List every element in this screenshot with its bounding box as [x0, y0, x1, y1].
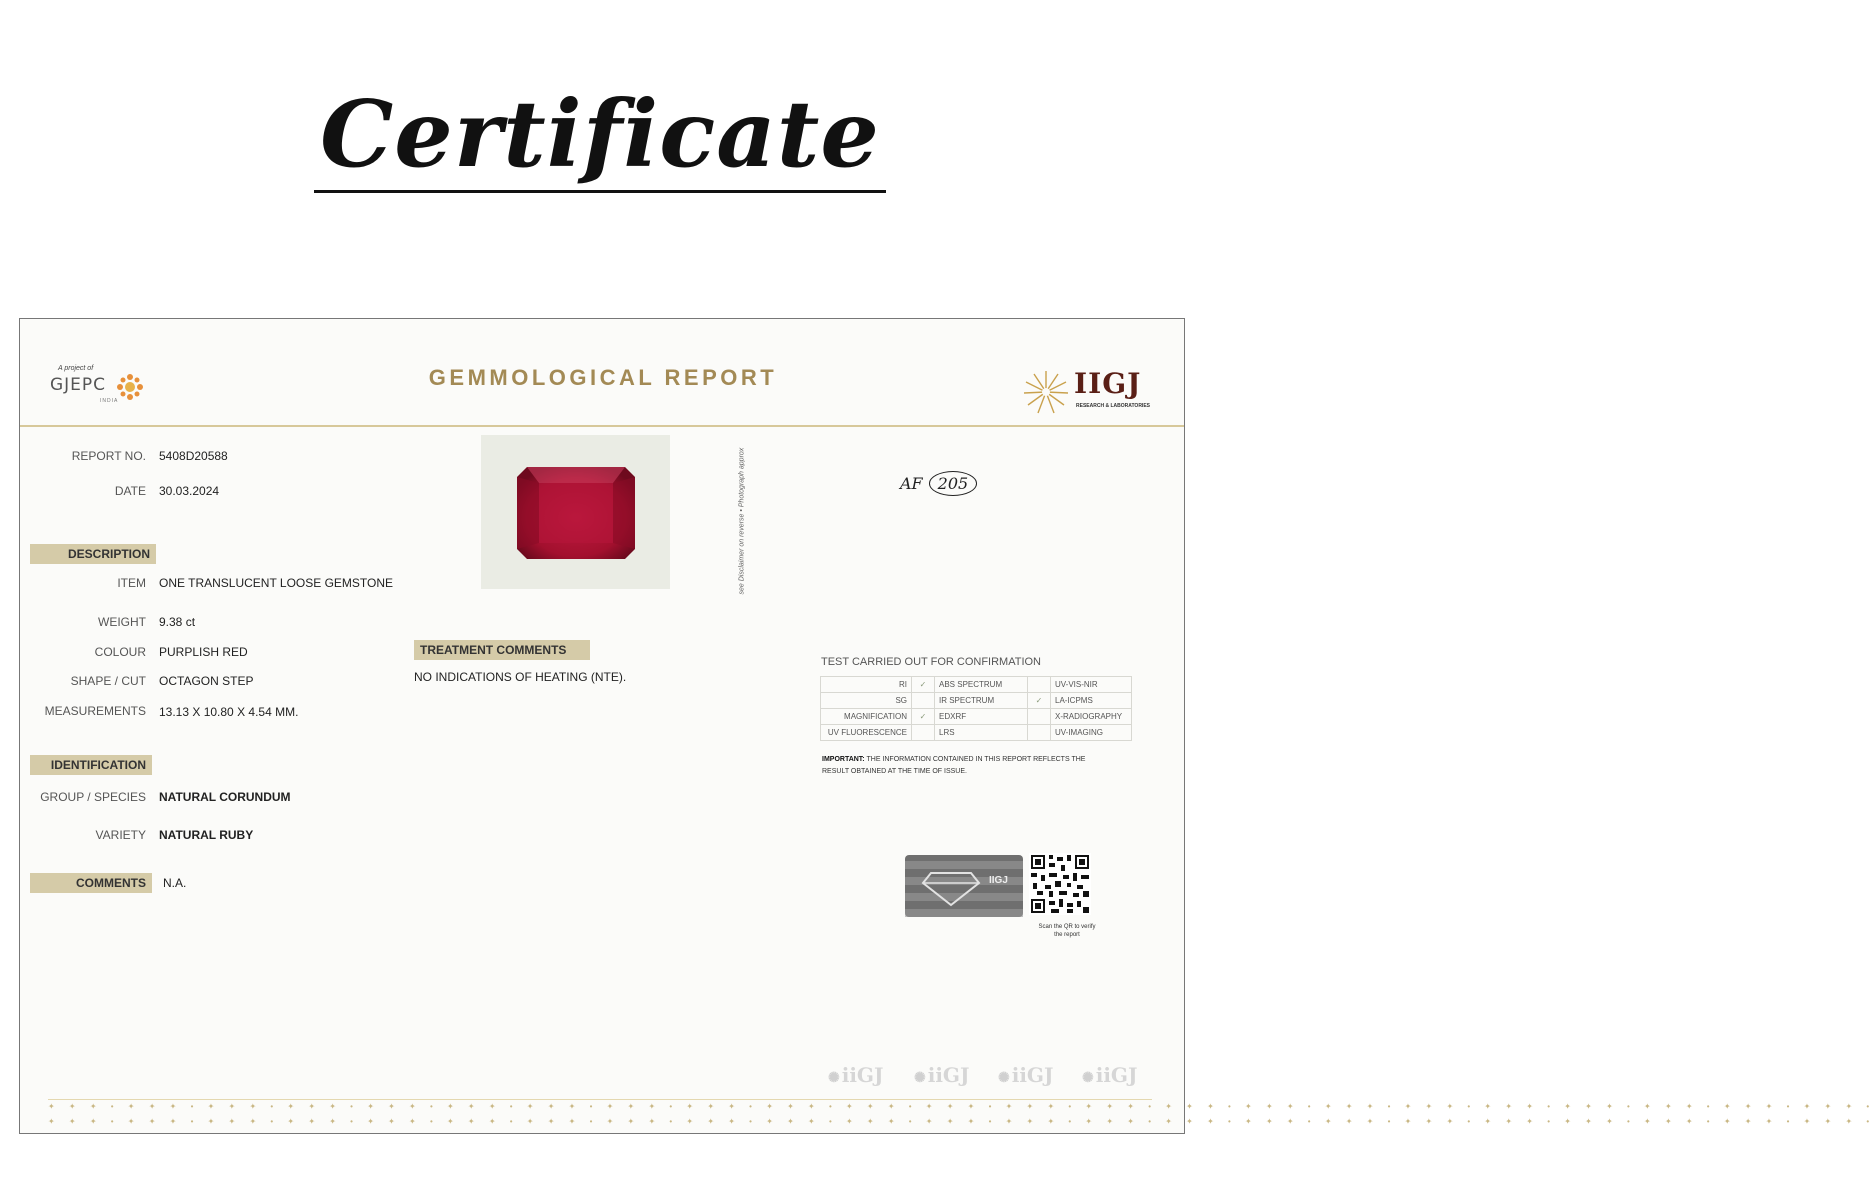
important-notice: [822, 754, 1112, 778]
important-label: IMPORTANT:: [822, 756, 865, 763]
check-icon: [1028, 709, 1051, 725]
table-row: [821, 725, 1132, 741]
decorative-dot-border: ✦ ✦ ✦ • ✦ ✦ ✦ • ✦ ✦ ✦ • ✦ ✦ ✦ • ✦ ✦ ✦ • ✦ ✦ ✦ • ✦ ✦ ✦ • ✦ ✦ ✦ • ✦ ✦ ✦ • ✦ ✦ ✦ • ✦ ✦ ✦ • ✦ ✦ ✦ • ✦ ✦ ✦ • ✦ ✦ ✦ • ✦ ✦ ✦ • ✦ ✦ ✦ • ✦ ✦ ✦ • ✦ ✦ ✦ • ✦ ✦ ✦ • ✦ ✦ ✦ • ✦ ✦ ✦ • ✦ ✦ ✦ • ✦ ✦ ✦ • ✦ ✦ ✦ • ✦ ✦ ✦ • ✦ ✦ ✦ • ✦ ✦ ✦ • ✦ ✦ ✦ • ✦ ✦ ✦ • ✦ ✦ ✦ • ✦ ✦ ✦ • ✦ ✦ ✦ • ✦ ✦ ✦ • ✦ ✦ ✦ • ✦ ✦ ✦ • ✦ ✦ ✦ • ✦ ✦ ✦ • ✦ ✦ ✦ • ✦ ✦ ✦ • ✦ ✦ ✦ • ✦ ✦ ✦ • ✦ ✦ ✦ • ✦ ✦ ✦ • ✦ ✦ ✦ • ✦ ✦ ✦ • ✦ ✦ ✦ •: [48, 1099, 1152, 1129]
comments-heading-band: [30, 873, 152, 893]
identification-heading-band: [30, 755, 152, 775]
iigj-name: IIGJ: [1074, 367, 1142, 400]
tests-table: [820, 676, 1132, 741]
test-name: UV FLUORESCENCE: [821, 725, 912, 741]
iigj-subtitle: RESEARCH & LABORATORIES: [1076, 403, 1150, 409]
weight-label: WEIGHT: [98, 615, 146, 629]
photo-disclaimer-text: see Disclaimer on reverse • Photograph approx: [738, 447, 746, 595]
treatment-comments-heading-band: [414, 640, 590, 660]
group-species-value: NATURAL CORUNDUM: [159, 790, 291, 804]
iigj-watermark: ✺ iiGJ: [914, 1063, 970, 1087]
date-value: 30.03.2024: [159, 484, 220, 498]
hologram-diamond-icon: [921, 867, 981, 907]
header-divider: [20, 425, 1184, 427]
table-row: [821, 677, 1132, 693]
handwritten-prefix: AF: [900, 474, 923, 493]
description-heading-band: [30, 544, 156, 564]
item-value: ONE TRANSLUCENT LOOSE GEMSTONE: [159, 576, 394, 590]
gjepc-name: GJEPC: [50, 375, 107, 395]
identification-heading: IDENTIFICATION: [50, 758, 146, 772]
measurements-label: MEASUREMENTS: [44, 704, 146, 718]
shape-value: OCTAGON STEP: [159, 674, 254, 688]
check-icon: [912, 725, 935, 741]
test-name: UV-VIS-NIR: [1051, 677, 1132, 693]
test-name: MAGNIFICATION: [821, 709, 912, 725]
variety-label: VARIETY: [95, 828, 146, 842]
photo-disclaimer-note: [732, 435, 746, 605]
colour-label: COLOUR: [94, 645, 146, 659]
hologram-label: IIGJ: [989, 875, 1008, 886]
table-row: [821, 693, 1132, 709]
comments-value: N.A.: [163, 876, 187, 890]
shape-label: SHAPE / CUT: [70, 674, 146, 688]
group-species-label: GROUP / SPECIES: [40, 790, 146, 804]
colour-value: PURPLISH RED: [159, 645, 248, 659]
variety-value: NATURAL RUBY: [159, 828, 254, 842]
check-icon: ✓: [1028, 693, 1051, 709]
ruby-gemstone-image: [517, 467, 635, 559]
iigj-watermark: ✺ iiGJ: [998, 1063, 1054, 1087]
test-name: LRS: [935, 725, 1028, 741]
verification-qr-code[interactable]: [1029, 853, 1091, 915]
gemstone-photo: [481, 435, 670, 589]
page-title: Certificate: [314, 80, 886, 193]
test-name: X-RADIOGRAPHY: [1051, 709, 1132, 725]
report-no-label: REPORT NO.: [71, 449, 146, 463]
gemmological-report-certificate: [19, 318, 1875, 1134]
check-icon: [1028, 677, 1051, 693]
test-name: ABS SPECTRUM: [935, 677, 1028, 693]
item-label: ITEM: [117, 576, 146, 590]
table-row: [821, 709, 1132, 725]
sunburst-icon: [1022, 369, 1070, 415]
date-label: DATE: [114, 484, 146, 498]
check-icon: [912, 693, 935, 709]
iigj-watermark-row: [828, 1063, 1158, 1087]
test-name: LA-ICPMS: [1051, 693, 1132, 709]
important-text: THE INFORMATION CONTAINED IN THIS REPORT REFLECTS THE RESULT OBTAINED AT THE TIME OF ISSUE.: [822, 756, 1086, 775]
iigj-logo: [1022, 367, 1152, 417]
test-name: SG: [821, 693, 912, 709]
test-name: EDXRF: [935, 709, 1028, 725]
report-title: GEMMOLOGICAL REPORT: [428, 365, 778, 390]
comments-heading: COMMENTS: [76, 876, 146, 890]
check-icon: [1028, 725, 1051, 741]
iigj-watermark: ✺ iiGJ: [828, 1063, 884, 1087]
treatment-comments-heading: TREATMENT COMMENTS: [420, 643, 567, 657]
test-name: IR SPECTRUM: [935, 693, 1028, 709]
test-name: RI: [821, 677, 912, 693]
gjepc-project-text: A project of: [58, 365, 94, 372]
measurements-value: 13.13 X 10.80 X 4.54 MM.: [159, 705, 299, 719]
check-icon: ✓: [912, 677, 935, 693]
weight-value: 9.38 ct: [159, 615, 196, 629]
description-heading: DESCRIPTION: [67, 547, 150, 561]
report-no-value: 5408D20588: [159, 449, 228, 463]
handwritten-code: [900, 471, 977, 496]
page-title-wrap: [0, 80, 1200, 188]
gjepc-country: INDIA: [100, 398, 119, 404]
check-icon: ✓: [912, 709, 935, 725]
tests-title: TEST CARRIED OUT FOR CONFIRMATION: [821, 656, 1042, 668]
iigj-watermark: ✺ iiGJ: [1082, 1063, 1138, 1087]
qr-caption: Scan the QR to verify the report: [1038, 924, 1096, 938]
treatment-comments-value: NO INDICATIONS OF HEATING (NTE).: [414, 670, 627, 684]
test-name: UV-IMAGING: [1051, 725, 1132, 741]
handwritten-circled-number: 205: [929, 471, 978, 496]
hologram-sticker: [905, 855, 1023, 917]
